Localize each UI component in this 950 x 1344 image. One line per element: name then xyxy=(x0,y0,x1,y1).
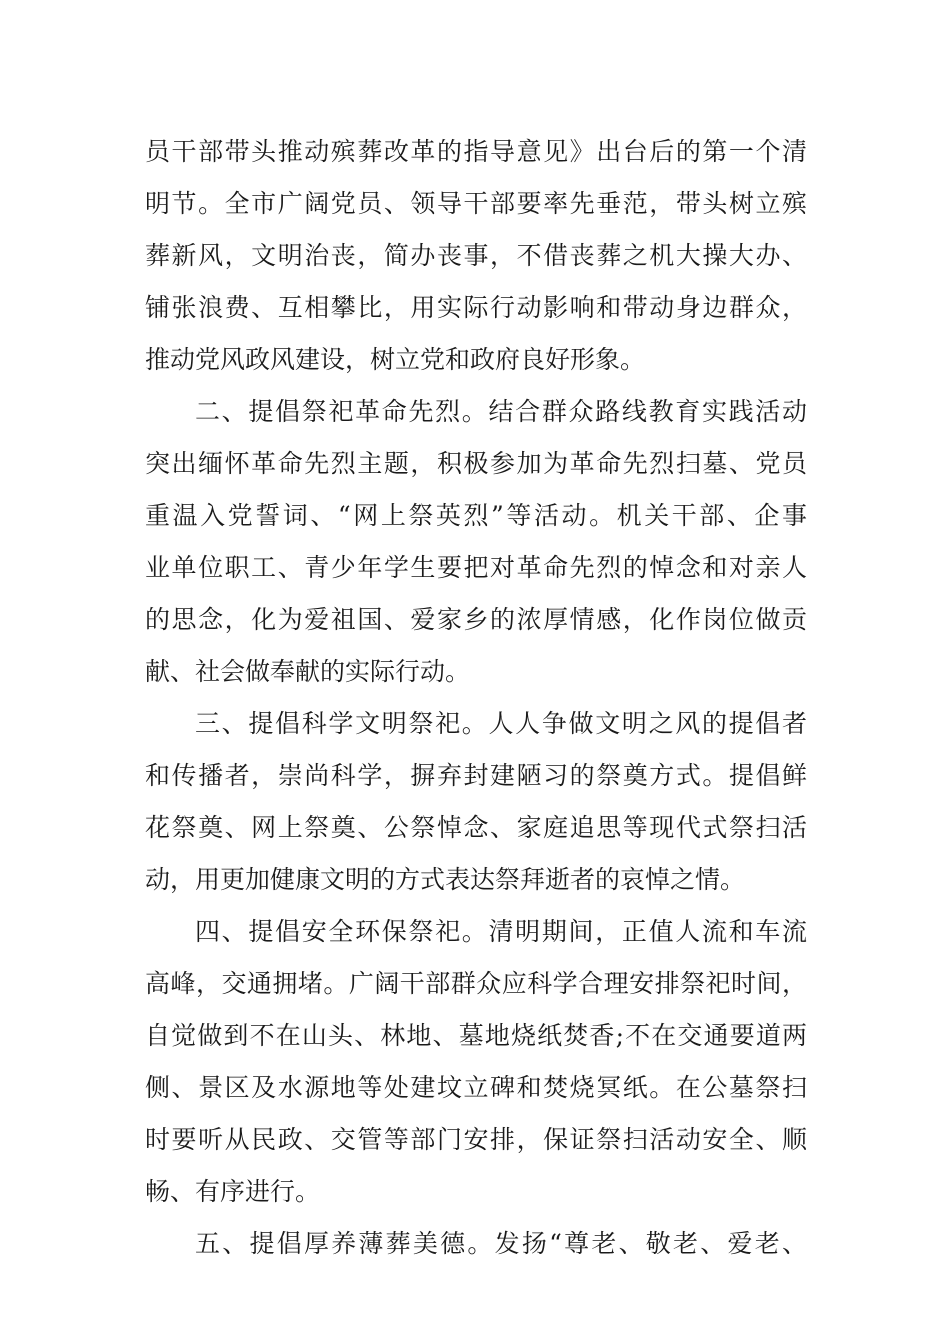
text-line: 和传播者，崇尚科学，摒弃封建陋习的祭奠方式。提倡鲜 xyxy=(145,761,807,790)
text-line: 铺张浪费、互相攀比，用实际行动影响和带动身边群众， xyxy=(145,293,807,322)
text-line: 推动党风政风建设，树立党和政府良好形象。 xyxy=(145,345,646,374)
text-line: 花祭奠、网上祭奠、公祭悼念、家庭追思等现代式祭扫活 xyxy=(145,813,807,842)
text-line: 高峰，交通拥堵。广阔干部群众应科学合理安排祭祀时间， xyxy=(145,969,807,998)
text-line: 动，用更加健康文明的方式表达祭拜逝者的哀悼之情。 xyxy=(145,865,746,894)
section-heading-line: 五、提倡厚养薄葬美德。发扬“尊老、敬老、爱老、 xyxy=(195,1229,807,1258)
text-line: 时要听从民政、交管等部门安排，保证祭扫活动安全、顺 xyxy=(145,1125,807,1154)
text-line: 重温入党誓词、“网上祭英烈”等活动。机关干部、企事 xyxy=(145,501,807,530)
text-line: 突出缅怀革命先烈主题，积极参加为革命先烈扫墓、党员 xyxy=(145,449,807,478)
text-line: 献、社会做奉献的实际行动。 xyxy=(145,657,471,686)
paragraph-section-3 xyxy=(145,698,807,906)
paragraph-section-2 xyxy=(145,386,807,698)
section-heading-line: 三、提倡科学文明祭祀。人人争做文明之风的提倡者 xyxy=(195,709,807,738)
document-body xyxy=(145,126,807,1270)
text-line: 葬新风，文明治丧，简办丧事，不借丧葬之机大操大办、 xyxy=(145,241,807,270)
text-line: 明节。全市广阔党员、领导干部要率先垂范，带头树立殡 xyxy=(145,189,807,218)
text-line: 的思念，化为爱祖国、爱家乡的浓厚情感，化作岗位做贡 xyxy=(145,605,807,634)
paragraph-section-5 xyxy=(145,1218,807,1270)
text-line: 业单位职工、青少年学生要把对革命先烈的悼念和对亲人 xyxy=(145,553,807,582)
section-heading-line: 二、提倡祭祀革命先烈。结合群众路线教育实践活动 xyxy=(195,397,807,426)
paragraph-section-4 xyxy=(145,906,807,1218)
text-line: 侧、景区及水源地等处建坟立碑和焚烧冥纸。在公墓祭扫 xyxy=(145,1073,807,1102)
section-heading-line: 四、提倡安全环保祭祀。清明期间，正值人流和车流 xyxy=(195,917,807,946)
paragraph-intro-continued xyxy=(145,126,807,386)
text-line: 员干部带头推动殡葬改革的指导意见》出台后的第一个清 xyxy=(145,137,807,166)
text-line: 畅、有序进行。 xyxy=(145,1177,321,1206)
text-line: 自觉做到不在山头、林地、墓地烧纸焚香;不在交通要道两 xyxy=(145,1021,807,1050)
